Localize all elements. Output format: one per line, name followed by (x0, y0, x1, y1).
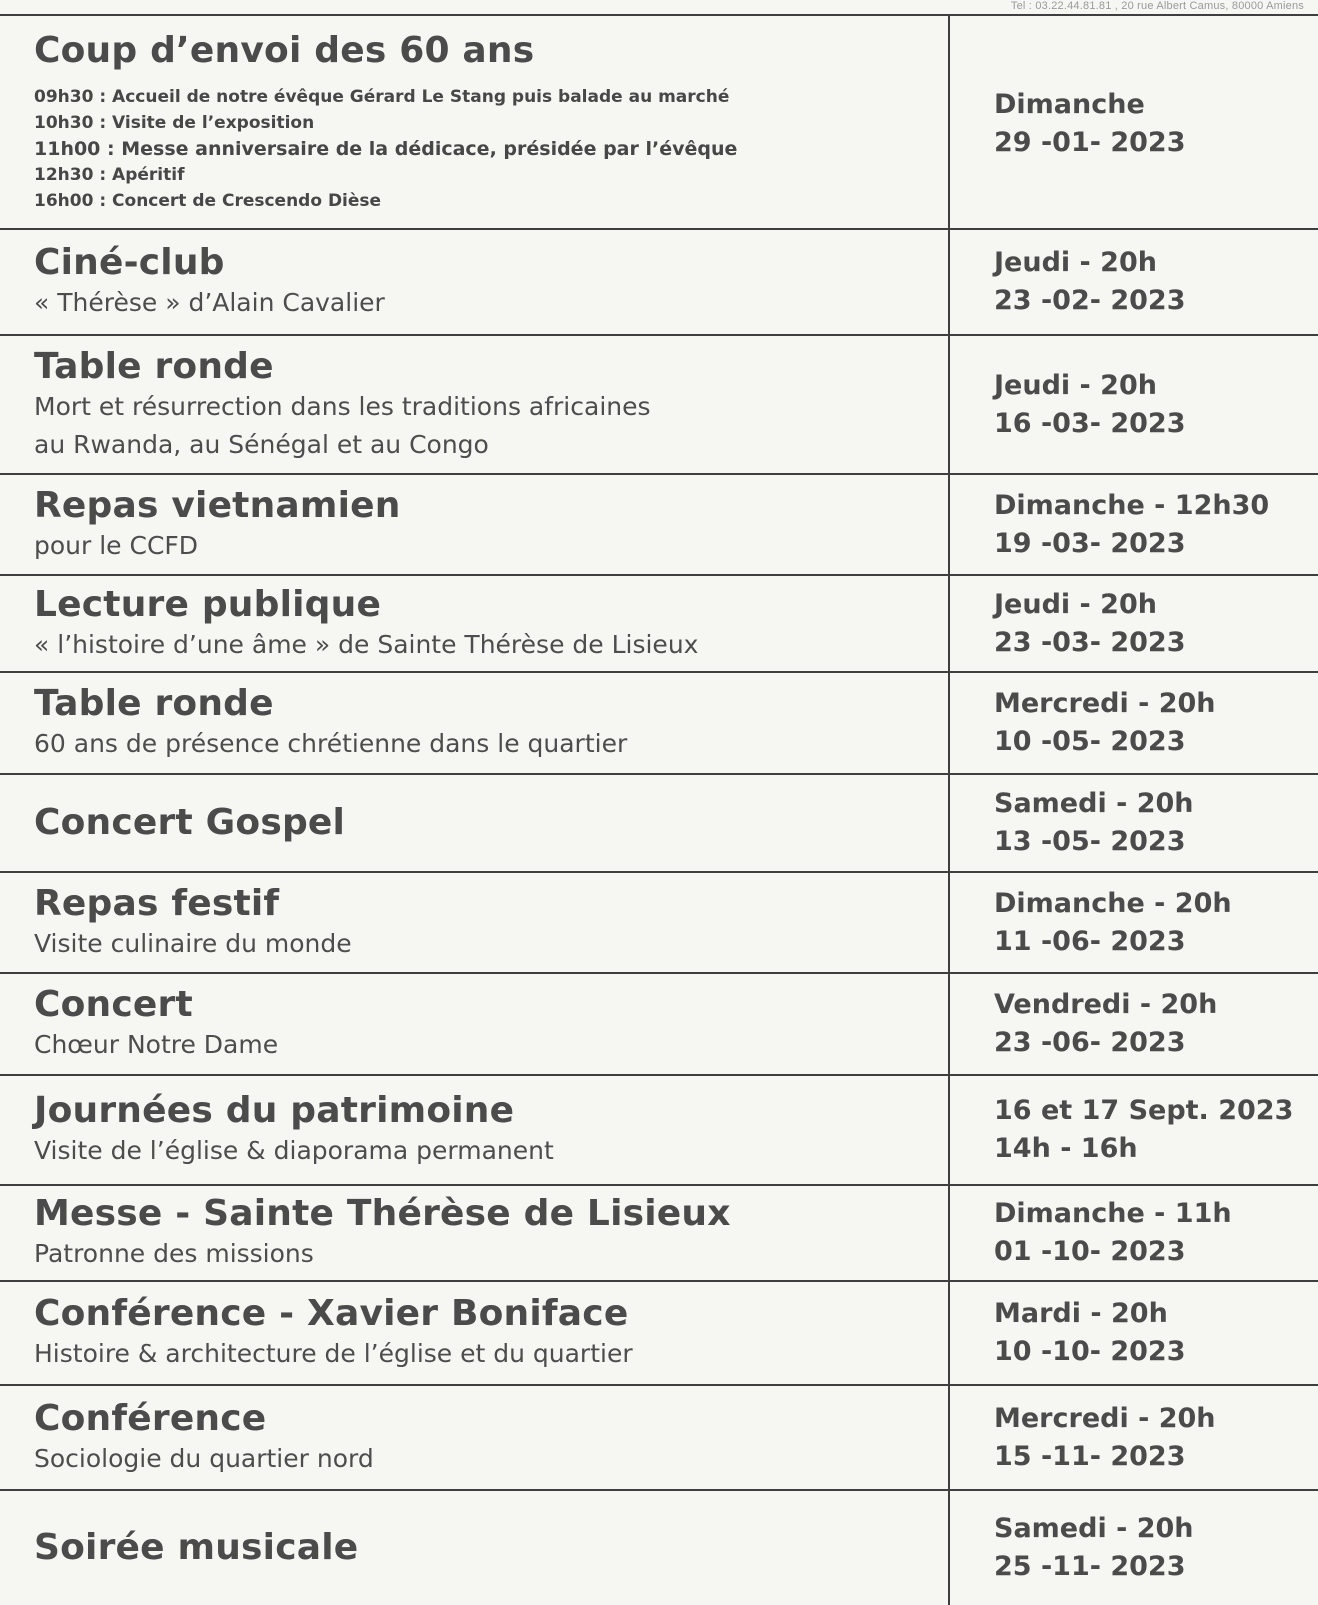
event-description (0, 1186, 950, 1280)
event-subtitle-line2: au Rwanda, au Sénégal et au Congo (34, 429, 489, 459)
event-subtitle: Visite culinaire du monde (34, 928, 352, 958)
event-date (950, 873, 1318, 972)
event-date (950, 1386, 1318, 1489)
event-description (0, 475, 950, 574)
event-title: Lecture publique (34, 583, 382, 625)
event-subtitle: Patronne des missions (34, 1239, 314, 1268)
event-title: Conférence (34, 1397, 267, 1439)
event-row (0, 873, 1318, 974)
event-date (950, 1491, 1318, 1605)
event-title: Repas festif (34, 882, 280, 924)
event-subtitle: 60 ans de présence chrétienne dans le quartier (34, 729, 628, 758)
event-row (0, 230, 1318, 336)
events-table (0, 14, 1318, 1605)
event-date-value: 01 -10- 2023 (994, 1236, 1186, 1267)
event-title: Journées du patrimoine (34, 1090, 515, 1131)
event-date-value: 23 -02- 2023 (994, 285, 1186, 316)
schedule-line: 12h30 : Apéritif (34, 165, 185, 185)
event-date (950, 1282, 1318, 1384)
schedule-line: 16h00 : Concert de Crescendo Dièse (34, 191, 382, 211)
event-subtitle: « l’histoire d’une âme » de Sainte Thérèse de Lisieux (34, 629, 699, 659)
event-subtitle: « Thérèse » d’Alain Cavalier (34, 288, 385, 317)
event-subtitle: Mort et résurrection dans les traditions africaines (34, 391, 651, 421)
event-title: Repas vietnamien (34, 484, 401, 526)
event-subtitle: Chœur Notre Dame (34, 1030, 279, 1059)
event-row (0, 974, 1318, 1076)
event-title: Concert Gospel (34, 802, 346, 843)
event-description (0, 230, 950, 334)
event-title: Table ronde (34, 345, 274, 387)
event-day: Vendredi - 20h (994, 989, 1218, 1020)
schedule-line: 11h00 : Messe anniversaire de la dédicace, présidée par l’évêque (34, 138, 738, 160)
event-date (950, 1186, 1318, 1280)
event-description (0, 775, 950, 871)
contact-header: Tel : 03.22.44.81.81 , 20 rue Albert Camus, 80000 Amiens (1010, 0, 1304, 12)
event-date (950, 974, 1318, 1074)
event-title: Ciné-club (34, 242, 225, 283)
event-description (0, 873, 950, 972)
event-subtitle: pour le CCFD (34, 530, 199, 560)
event-row (0, 775, 1318, 873)
event-row (0, 16, 1318, 230)
event-description (0, 1386, 950, 1489)
schedule-line: 09h30 : Accueil de notre évêque Gérard Le Stang puis balade au marché (34, 87, 730, 107)
event-day: Samedi - 20h (994, 788, 1194, 819)
event-description (0, 1491, 950, 1605)
event-row (0, 673, 1318, 775)
event-description (0, 974, 950, 1074)
event-description (0, 1282, 950, 1384)
event-row (0, 475, 1318, 576)
event-date-value: 25 -11- 2023 (994, 1551, 1186, 1582)
event-date-value: 11 -06- 2023 (994, 925, 1186, 957)
event-day: Mardi - 20h (994, 1298, 1168, 1329)
event-day: Mercredi - 20h (994, 1402, 1216, 1434)
event-day: Samedi - 20h (994, 1513, 1194, 1544)
event-title: Soirée musicale (34, 1527, 359, 1568)
event-date-value: 16 -03- 2023 (994, 407, 1186, 439)
event-date-value: 14h - 16h (994, 1133, 1138, 1164)
event-date (950, 336, 1318, 473)
event-day: Jeudi - 20h (994, 588, 1157, 620)
event-date-value: 19 -03- 2023 (994, 527, 1186, 559)
event-description (0, 576, 950, 671)
event-row (0, 1491, 1318, 1605)
event-date (950, 576, 1318, 671)
schedule-line: 10h30 : Visite de l’exposition (34, 113, 315, 133)
event-date-value: 10 -10- 2023 (994, 1336, 1186, 1367)
event-row (0, 1282, 1318, 1386)
event-title: Coup d’envoi des 60 ans (34, 30, 535, 71)
event-row (0, 1386, 1318, 1491)
event-row (0, 336, 1318, 475)
event-day: Dimanche (994, 89, 1145, 120)
event-row (0, 1076, 1318, 1186)
event-date (950, 16, 1318, 228)
event-day: Jeudi - 20h (994, 247, 1157, 278)
event-date (950, 475, 1318, 574)
event-title: Concert (34, 984, 193, 1025)
event-title: Messe - Sainte Thérèse de Lisieux (34, 1193, 731, 1234)
event-day: Dimanche - 20h (994, 887, 1232, 919)
event-date (950, 775, 1318, 871)
event-subtitle: Visite de l’église & diaporama permanent (34, 1136, 554, 1165)
event-date (950, 1076, 1318, 1184)
event-row (0, 576, 1318, 673)
event-description (0, 336, 950, 473)
event-day: Dimanche - 12h30 (994, 489, 1270, 521)
event-date (950, 230, 1318, 334)
event-subtitle: Sociologie du quartier nord (34, 1443, 374, 1473)
event-title: Conférence - Xavier Boniface (34, 1293, 629, 1334)
event-date (950, 673, 1318, 773)
event-date-value: 10 -05- 2023 (994, 726, 1186, 757)
event-description (0, 1076, 950, 1184)
event-date-value: 13 -05- 2023 (994, 826, 1186, 857)
event-day: Dimanche - 11h (994, 1198, 1232, 1229)
event-day: 16 et 17 Sept. 2023 (994, 1095, 1294, 1126)
event-description (0, 16, 950, 228)
event-day: Mercredi - 20h (994, 688, 1216, 719)
event-description (0, 673, 950, 773)
event-title: Table ronde (34, 683, 274, 724)
event-row (0, 1186, 1318, 1282)
event-date-value: 15 -11- 2023 (994, 1440, 1186, 1472)
event-date-value: 29 -01- 2023 (994, 127, 1186, 158)
event-date-value: 23 -06- 2023 (994, 1027, 1186, 1058)
event-day: Jeudi - 20h (994, 369, 1157, 401)
event-date-value: 23 -03- 2023 (994, 626, 1186, 658)
event-subtitle: Histoire & architecture de l’église et du quartier (34, 1339, 633, 1368)
